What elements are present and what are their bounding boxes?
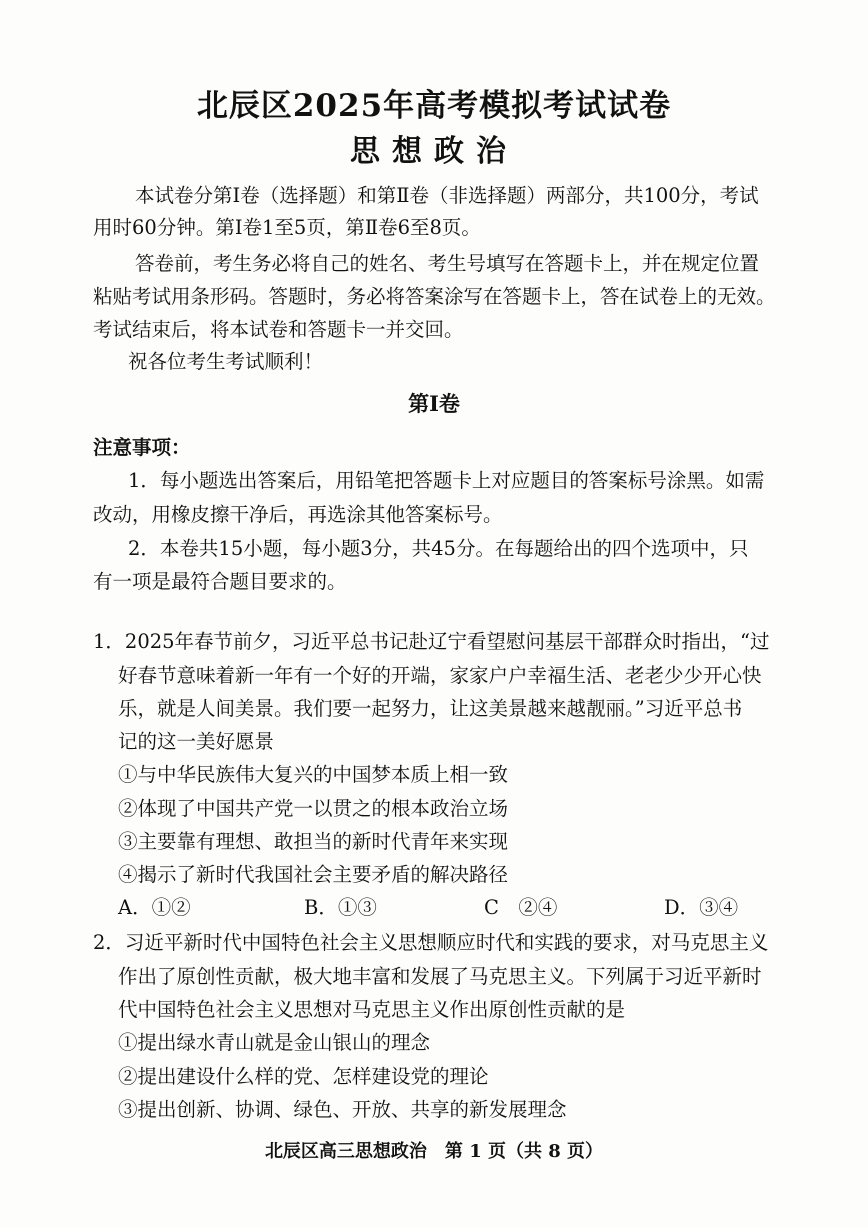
option-d: D．③④: [664, 896, 739, 919]
option-a: A．①②: [118, 896, 191, 919]
question-item: ④揭示了新时代我国社会主要矛盾的解决路径: [118, 863, 509, 886]
section-title: 第Ⅰ卷: [408, 391, 460, 416]
intro-line: 粘贴考试用条形码。答题时，务必将答案涂写在答题卡上，答在试卷上的无效。: [93, 285, 776, 308]
question-item: ③主要靠有理想、敢担当的新时代青年来实现: [118, 830, 509, 853]
question-stem-line: 代中国特色社会主义思想对马克思主义作出原创性贡献的是: [118, 998, 626, 1021]
question-stem-line: 乐，就是人间美景。我们要一起努力，让这美景越来越靓丽。”习近平总书: [118, 697, 743, 720]
notice-line: 2．本卷共15小题，每小题3分，共45分。在每题给出的四个选项中，只: [128, 537, 749, 560]
notice-line: 有一项是最符合题目要求的。: [93, 570, 347, 593]
intro-line: 答卷前，考生务必将自己的姓名、考生号填写在答题卡上，并在规定位置: [135, 252, 760, 275]
intro-line: 用时60分钟。第Ⅰ卷1至5页，第Ⅱ卷6至8页。: [93, 216, 481, 239]
option-b: B．①③: [304, 896, 377, 919]
answer-options: [118, 896, 798, 922]
page-footer: 北辰区高三思想政治 第 1 页（共 8 页）: [264, 1141, 604, 1162]
question-item: ②体现了中国共产党一以贯之的根本政治立场: [118, 797, 509, 820]
question-item: ②提出建设什么样的党、怎样建设党的理论: [118, 1065, 489, 1088]
notice-line: 1．每小题选出答案后，用铅笔把答题卡上对应题目的答案标号涂黑。如需: [128, 469, 765, 492]
option-c: C ②④: [484, 896, 558, 919]
question-item: ①提出绿水青山就是金山银山的理念: [118, 1031, 431, 1054]
question-stem-line: 2．习近平新时代中国特色社会主义思想顺应时代和实践的要求，对马克思主义: [93, 931, 769, 954]
intro-line: 考试结束后，将本试卷和答题卡一并交回。: [93, 318, 464, 341]
notice-heading: 注意事项：: [93, 436, 191, 459]
intro-line: 本试卷分第Ⅰ卷（选择题）和第Ⅱ卷（非选择题）两部分，共100分，考试: [135, 184, 759, 207]
question-stem-line: 作出了原创性贡献，极大地丰富和发展了马克思主义。下列属于习近平新时: [118, 965, 762, 988]
question-stem-line: 1．2025年春节前夕，习近平总书记赴辽宁看望慰问基层干部群众时指出，“过: [93, 630, 770, 653]
question-item: ①与中华民族伟大复兴的中国梦本质上相一致: [118, 763, 509, 786]
question-stem-line: 好春节意味着新一年有一个好的开端，家家户户幸福生活、老老少少开心快: [118, 664, 762, 687]
question-stem-line: 记的这一美好愿景: [118, 730, 275, 753]
subject-title: 思想政治: [350, 134, 518, 169]
page-title: 北辰区2025年高考模拟考试试卷: [196, 88, 672, 124]
notice-line: 改动，用橡皮擦干净后，再选涂其他答案标号。: [93, 503, 503, 526]
question-item: ③提出创新、协调、绿色、开放、共享的新发展理念: [118, 1098, 567, 1121]
intro-line: 祝各位考生考试顺利！: [128, 350, 324, 373]
